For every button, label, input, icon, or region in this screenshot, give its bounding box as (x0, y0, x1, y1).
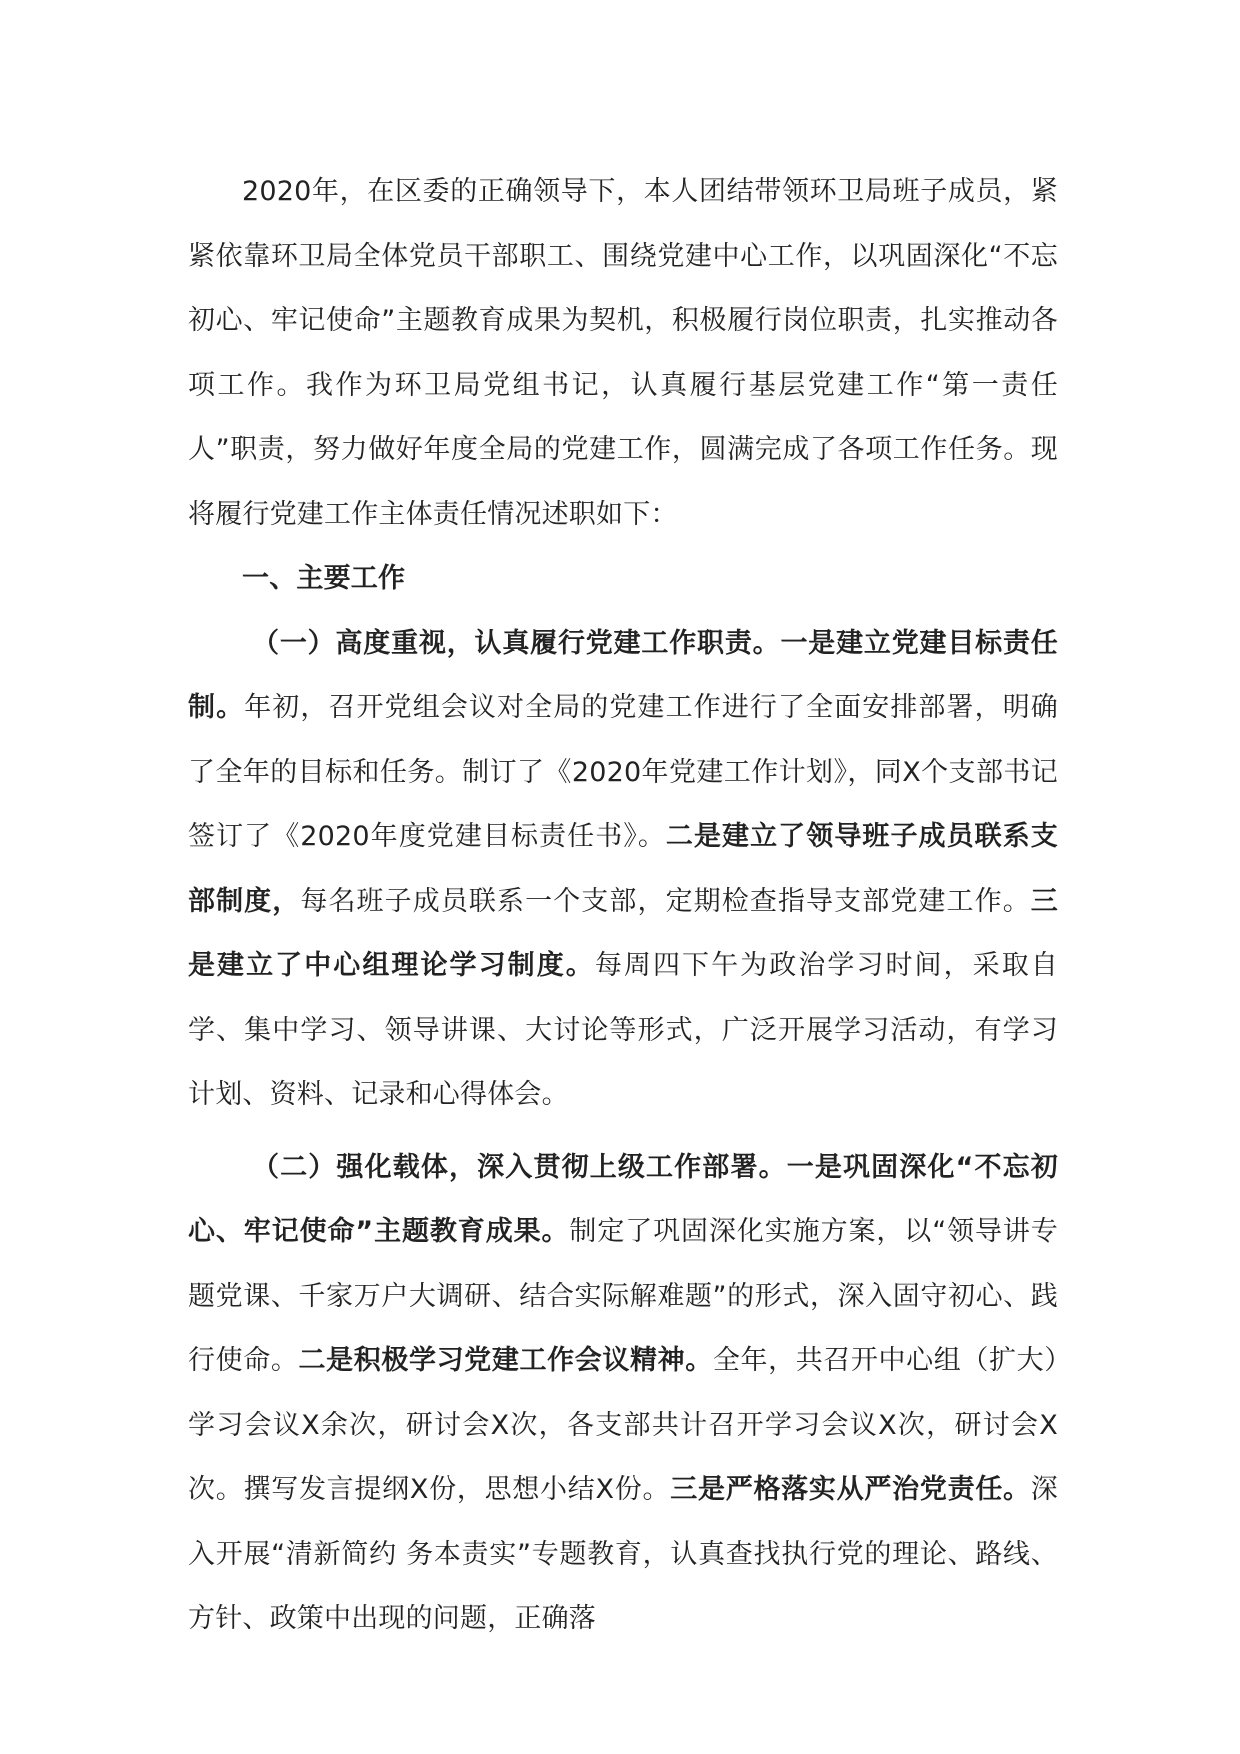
section1-point2-text: 每名班子成员联系一个支部，定期检查指导支部党建工作。 (300, 885, 1031, 917)
intro-paragraph: 2020年，在区委的正确领导下，本人团结带领环卫局班子成员，紧紧依靠环卫局全体党员干部职工、围绕党建中心工作，以巩固深化“不忘初心、牢记使命”主题教育成果为契机，积极履行岗位职责，扎实推动各项工作。我作为环卫局党组书记，认真履行基层党建工作“第一责任人”职责，努力做好年度全局的党建工作，圆满完成了各项工作任务。现将履行党建工作主体责任情况述职如下： (188, 176, 1058, 530)
section1-point1-text: 年初，召开党组会议对全局的党建工作进行了全面安排部署，明确了全年的目标和任务。制订了《2020年党建工作计划》，同X个支部书记签订了《2020年度党建目标责任书》。 (188, 692, 1058, 852)
section1-paragraph (188, 612, 1058, 1128)
section1-title: （一）高度重视，认真履行党建工作职责。 (252, 627, 781, 659)
section1-point2-title: 二是建立了领导班子成员联系支部制度， (188, 821, 1058, 917)
section2-point3-text: 深入开展“清新简约 务本责实”专题教育，认真查找执行党的理论、路线、方针、政策中出现的问题，正确落 (188, 1474, 1058, 1634)
section2-point3-title: 三是严格落实从严治党责任。 (670, 1474, 1031, 1505)
section1-point3-title: 三是建立了中心组理论学习制度。 (188, 885, 1058, 981)
section2-point1-title: 一是巩固深化“不忘初心、牢记使命”主题教育成果。 (188, 1151, 1058, 1247)
section1-point1-title: 一是建立党建目标责任制。 (188, 627, 1058, 723)
section-heading-main-work: 一、主要工作 (242, 563, 406, 594)
section2-title: （二）强化载体，深入贯彻上级工作部署。 (252, 1151, 787, 1183)
document-page (188, 160, 1058, 1652)
section2-point1-text: 制定了巩固深化实施方案，以“领导讲专题党课、千家万户大调研、结合实际解难题”的形式，深入固守初心、践行使命。 (188, 1216, 1058, 1376)
section1-point3-text: 每周四下午为政治学习时间，采取自学、集中学习、领导讲课、大讨论等形式，广泛开展学习活动，有学习计划、资料、记录和心得体会。 (188, 950, 1058, 1110)
section2-point2-title: 二是积极学习党建工作会议精神。 (298, 1345, 713, 1376)
section2-point2-text: 全年，共召开中心组（扩大）学习会议X余次，研讨会X次，各支部共计召开学习会议X次，研讨会X次。撰写发言提纲X份，思想小结X份。 (188, 1345, 1058, 1505)
section2-paragraph (188, 1136, 1058, 1652)
